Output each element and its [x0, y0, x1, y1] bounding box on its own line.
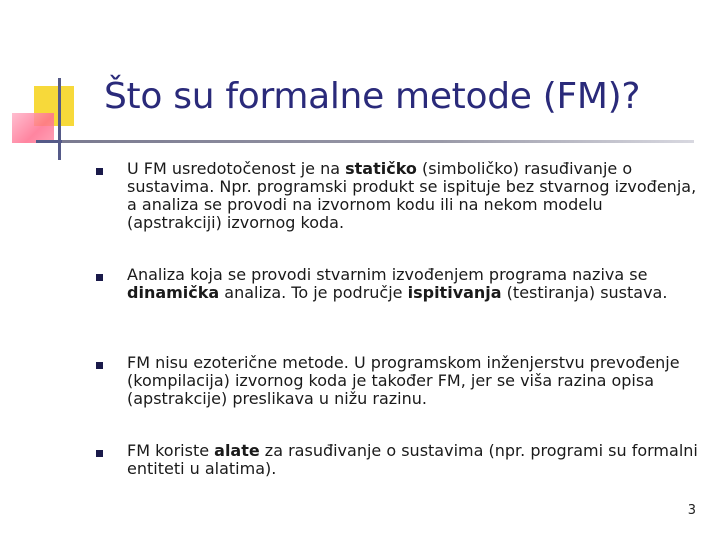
bullet-text — [127, 354, 702, 408]
square-bullet-icon — [96, 362, 103, 369]
bullet-text-part: FM nisu ezoterične metode. U programskom inženjerstvu prevođenje (kompilacija) izvornog koda je također FM, jer se viša razina opisa (apstrakcije) preslikava u nižu razinu. — [127, 353, 680, 408]
slide-title: Što su formalne metode (FM)? — [104, 76, 641, 117]
bullet-text-part: U FM usredotočenost je na — [127, 159, 346, 178]
bullet-text-bold: statičko — [345, 159, 417, 178]
bullet-text — [127, 266, 702, 302]
corner-decoration — [0, 0, 110, 170]
vertical-rule-decoration — [58, 78, 61, 160]
bullet-text-part: analiza. To je područje — [219, 283, 408, 302]
square-bullet-icon — [96, 450, 103, 457]
title-underline — [62, 140, 694, 143]
pink-square-decoration — [12, 113, 54, 143]
bullet-text-part: za rasuđivanje o sustavima (npr. programi su formalni entiteti u alatima). — [127, 441, 698, 478]
bullet-text-part: FM koriste — [127, 441, 215, 460]
page-number: 3 — [687, 503, 696, 518]
bullet-text-bold: alate — [214, 441, 260, 460]
bullet-text — [127, 160, 702, 232]
bullet-text-part: (testiranja) sustava. — [501, 283, 668, 302]
square-bullet-icon — [96, 168, 103, 175]
bullet-text-part: (simboličko) rasuđivanje o sustavima. Npr. programski produkt se ispituje bez stvarnog izvođenja, a analiza se provodi na izvornom kodu ili na nekom modelu (apstrakciji) izvornog koda. — [127, 159, 697, 232]
bullet-text — [127, 442, 702, 478]
square-bullet-icon — [96, 274, 103, 281]
bullet-text-bold: dinamička — [127, 283, 220, 302]
bullet-text-bold: ispitivanja — [407, 283, 502, 302]
bullet-text-part: Analiza koja se provodi stvarnim izvođenjem programa naziva se — [127, 265, 648, 284]
